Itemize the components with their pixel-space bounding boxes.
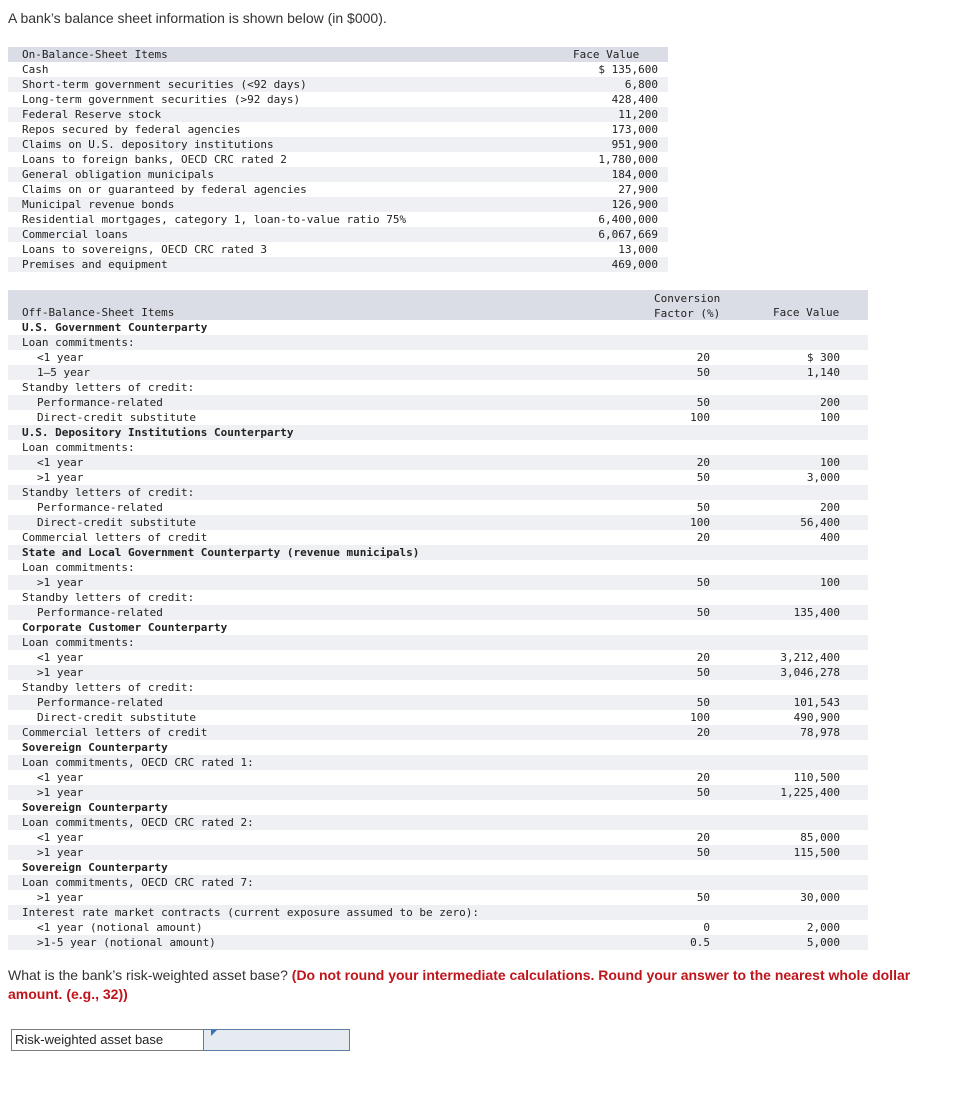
conversion-factor-value: 20 xyxy=(696,351,710,364)
off-balance-item-label: Commercial letters of credit xyxy=(22,726,208,739)
off-balance-item-label: >1 year xyxy=(37,666,84,679)
off-balance-row xyxy=(8,320,868,335)
on-balance-item-label: Claims on U.S. depository institutions xyxy=(22,138,274,151)
conversion-factor-value: 50 xyxy=(696,666,710,679)
off-balance-item-label: Loan commitments, OECD CRC rated 2: xyxy=(22,816,254,829)
on-balance-item-value: 27,900 xyxy=(618,183,658,196)
input-flag-icon xyxy=(211,1030,217,1036)
on-balance-item-label: General obligation municipals xyxy=(22,168,215,181)
off-balance-item-label: Interest rate market contracts (current exposure assumed to be zero): xyxy=(22,906,479,919)
intro-text: A bank’s balance sheet information is shown below (in $000). xyxy=(8,10,387,26)
off-balance-item-label: >1 year xyxy=(37,471,84,484)
conversion-factor-value: 20 xyxy=(696,831,710,844)
on-balance-item-label: Claims on or guaranteed by federal agencies xyxy=(22,183,307,196)
off-balance-row xyxy=(8,485,868,500)
face-value-value: 2,000 xyxy=(806,921,840,934)
off-balance-item-label: <1 year (notional amount) xyxy=(37,921,203,934)
question-instruction: (Do not round your intermediate calculations. Round your answer to the nearest whole dollar amount. (e.g., 32)) xyxy=(8,967,911,1002)
conversion-factor-value: 50 xyxy=(696,366,710,379)
face-value-value: 30,000 xyxy=(800,891,840,904)
off-balance-item-label: Loan commitments, OECD CRC rated 7: xyxy=(22,876,254,889)
on-balance-row xyxy=(8,152,668,167)
on-balance-item-label: Loans to sovereigns, OECD CRC rated 3 xyxy=(22,243,268,256)
off-balance-row xyxy=(8,650,868,665)
on-balance-item-value: 1,780,000 xyxy=(598,153,658,166)
conversion-factor-value: 100 xyxy=(690,411,710,424)
face-value-value: 115,500 xyxy=(793,846,840,859)
conversion-factor-value: 20 xyxy=(696,726,710,739)
off-balance-row xyxy=(8,680,868,695)
off-balance-item-label: >1 year xyxy=(37,786,84,799)
off-balance-item-label: Loan commitments: xyxy=(22,441,135,454)
conversion-factor-value: 100 xyxy=(690,711,710,724)
off-balance-row xyxy=(8,605,868,620)
counterparty-heading: State and Local Government Counterparty (revenue municipals) xyxy=(22,546,420,559)
conversion-header-line2: Factor (%) xyxy=(654,307,721,320)
off-balance-row xyxy=(8,665,868,680)
on-balance-item-value: 11,200 xyxy=(618,108,658,121)
off-balance-item-label: >1 year xyxy=(37,846,84,859)
off-balance-row xyxy=(8,365,868,380)
off-balance-row xyxy=(8,920,868,935)
conversion-factor-value: 50 xyxy=(696,846,710,859)
on-balance-row xyxy=(8,212,668,227)
on-balance-header-label: On-Balance-Sheet Items xyxy=(22,48,168,61)
on-balance-item-value: 428,400 xyxy=(611,93,658,106)
off-balance-item-label: Performance-related xyxy=(37,501,163,514)
off-balance-item-label: Loan commitments: xyxy=(22,336,135,349)
off-balance-sheet-table xyxy=(8,320,868,950)
counterparty-heading: Sovereign Counterparty xyxy=(22,861,168,874)
face-value-value: 135,400 xyxy=(793,606,840,619)
on-balance-item-value: 173,000 xyxy=(611,123,658,136)
counterparty-heading: U.S. Depository Institutions Counterparty xyxy=(22,426,294,439)
face-value-value: 200 xyxy=(820,396,840,409)
off-balance-item-label: <1 year xyxy=(37,831,84,844)
off-balance-header-label: Off-Balance-Sheet Items xyxy=(22,306,175,319)
off-balance-row xyxy=(8,545,868,560)
off-balance-item-label: Direct-credit substitute xyxy=(37,411,196,424)
on-balance-item-value: 126,900 xyxy=(611,198,658,211)
off-balance-row xyxy=(8,455,868,470)
off-balance-item-label: Standby letters of credit: xyxy=(22,381,195,394)
face-value-value: 78,978 xyxy=(800,726,840,739)
off-balance-row xyxy=(8,500,868,515)
on-balance-item-label: Loans to foreign banks, OECD CRC rated 2 xyxy=(22,153,287,166)
conversion-factor-value: 50 xyxy=(696,396,710,409)
conversion-factor-value: 20 xyxy=(696,771,710,784)
conversion-factor-value: 50 xyxy=(696,501,710,514)
question xyxy=(8,966,928,1004)
on-balance-item-value: 951,900 xyxy=(611,138,658,151)
on-balance-item-value: 469,000 xyxy=(611,258,658,271)
on-balance-item-label: Municipal revenue bonds xyxy=(22,198,175,211)
face-value-value: 3,000 xyxy=(806,471,840,484)
off-balance-row xyxy=(8,695,868,710)
counterparty-heading: Corporate Customer Counterparty xyxy=(22,621,228,634)
conversion-factor-value: 100 xyxy=(690,516,710,529)
on-balance-row xyxy=(8,182,668,197)
conversion-factor-value: 50 xyxy=(696,606,710,619)
off-balance-row xyxy=(8,380,868,395)
answer-row xyxy=(11,1029,350,1051)
off-balance-row xyxy=(8,890,868,905)
on-balance-item-label: Premises and equipment xyxy=(22,258,168,271)
off-balance-item-label: Standby letters of credit: xyxy=(22,591,195,604)
off-balance-row xyxy=(8,530,868,545)
on-balance-row xyxy=(8,257,668,272)
counterparty-heading: Sovereign Counterparty xyxy=(22,801,168,814)
off-balance-row xyxy=(8,440,868,455)
off-balance-row xyxy=(8,725,868,740)
off-balance-row xyxy=(8,800,868,815)
off-balance-row xyxy=(8,470,868,485)
off-balance-row xyxy=(8,335,868,350)
conversion-factor-header xyxy=(654,291,720,321)
off-balance-row xyxy=(8,935,868,950)
face-value-value: 3,046,278 xyxy=(780,666,840,679)
off-balance-item-label: Direct-credit substitute xyxy=(37,711,196,724)
on-balance-row xyxy=(8,92,668,107)
on-balance-header-value: Face Value xyxy=(573,48,640,61)
off-balance-item-label: Standby letters of credit: xyxy=(22,681,195,694)
off-balance-item-label: Performance-related xyxy=(37,396,163,409)
conversion-factor-value: 20 xyxy=(696,531,710,544)
conversion-factor-value: 0.5 xyxy=(690,936,710,949)
risk-weighted-asset-base-input[interactable] xyxy=(203,1029,350,1051)
off-balance-row xyxy=(8,785,868,800)
on-balance-sheet-table xyxy=(8,47,668,272)
off-balance-row xyxy=(8,770,868,785)
off-balance-item-label: Loan commitments: xyxy=(22,561,135,574)
conversion-header-line1: Conversion xyxy=(654,292,721,305)
off-balance-row xyxy=(8,755,868,770)
off-balance-item-label: 1–5 year xyxy=(37,366,90,379)
off-balance-row xyxy=(8,845,868,860)
face-value-value: 5,000 xyxy=(806,936,840,949)
on-balance-item-label: Residential mortgages, category 1, loan-to-value ratio 75% xyxy=(22,213,407,226)
on-balance-item-value: 6,400,000 xyxy=(598,213,658,226)
face-value-value: 100 xyxy=(820,456,840,469)
off-balance-row xyxy=(8,350,868,365)
conversion-factor-value: 50 xyxy=(696,576,710,589)
face-value-header: Face Value xyxy=(773,306,840,319)
on-balance-item-value: 13,000 xyxy=(618,243,658,256)
off-balance-item-label: Commercial letters of credit xyxy=(22,531,208,544)
on-balance-item-value: $ 135,600 xyxy=(598,63,658,76)
on-balance-row xyxy=(8,167,668,182)
off-balance-row xyxy=(8,590,868,605)
off-balance-item-label: Direct-credit substitute xyxy=(37,516,196,529)
counterparty-heading: U.S. Government Counterparty xyxy=(22,321,208,334)
on-balance-row xyxy=(8,137,668,152)
face-value-value: $ 300 xyxy=(806,351,840,364)
face-value-value: 56,400 xyxy=(800,516,840,529)
off-balance-item-label: >1 year xyxy=(37,576,84,589)
off-balance-row xyxy=(8,710,868,725)
on-balance-item-label: Short-term government securities (<92 days) xyxy=(22,78,307,91)
on-balance-item-label: Federal Reserve stock xyxy=(22,108,162,121)
on-balance-row xyxy=(8,77,668,92)
off-balance-row xyxy=(8,410,868,425)
on-balance-item-value: 184,000 xyxy=(611,168,658,181)
off-balance-item-label: Loan commitments, OECD CRC rated 1: xyxy=(22,756,254,769)
conversion-factor-value: 50 xyxy=(696,696,710,709)
on-balance-row xyxy=(8,197,668,212)
off-balance-row xyxy=(8,830,868,845)
on-balance-item-label: Long-term government securities (>92 days) xyxy=(22,93,301,106)
off-balance-row xyxy=(8,395,868,410)
on-balance-row xyxy=(8,62,668,77)
on-balance-header-row xyxy=(8,47,668,62)
off-balance-row xyxy=(8,515,868,530)
on-balance-row xyxy=(8,242,668,257)
on-balance-item-label: Commercial loans xyxy=(22,228,128,241)
face-value-value: 1,140 xyxy=(806,366,840,379)
on-balance-item-label: Repos secured by federal agencies xyxy=(22,123,241,136)
off-balance-row xyxy=(8,740,868,755)
on-balance-item-value: 6,800 xyxy=(624,78,658,91)
conversion-factor-value: 20 xyxy=(696,651,710,664)
face-value-value: 1,225,400 xyxy=(780,786,840,799)
face-value-value: 3,212,400 xyxy=(780,651,840,664)
off-balance-item-label: Performance-related xyxy=(37,606,163,619)
face-value-value: 85,000 xyxy=(800,831,840,844)
face-value-value: 101,543 xyxy=(793,696,840,709)
off-balance-item-label: Performance-related xyxy=(37,696,163,709)
off-balance-row xyxy=(8,905,868,920)
question-text: What is the bank’s risk-weighted asset base? xyxy=(8,967,292,983)
off-balance-item-label: >1 year xyxy=(37,891,84,904)
face-value-value: 200 xyxy=(820,501,840,514)
off-balance-item-label: >1-5 year (notional amount) xyxy=(37,936,216,949)
face-value-value: 100 xyxy=(820,411,840,424)
off-balance-row xyxy=(8,620,868,635)
answer-label: Risk-weighted asset base xyxy=(11,1029,204,1051)
face-value-value: 110,500 xyxy=(793,771,840,784)
off-balance-header-row xyxy=(8,290,868,320)
off-balance-item-label: <1 year xyxy=(37,771,84,784)
off-balance-row xyxy=(8,815,868,830)
off-balance-row xyxy=(8,860,868,875)
conversion-factor-value: 50 xyxy=(696,891,710,904)
off-balance-item-label: <1 year xyxy=(37,351,84,364)
off-balance-item-label: Standby letters of credit: xyxy=(22,486,195,499)
on-balance-item-label: Cash xyxy=(22,63,49,76)
face-value-value: 100 xyxy=(820,576,840,589)
conversion-factor-value: 50 xyxy=(696,471,710,484)
face-value-value: 400 xyxy=(820,531,840,544)
conversion-factor-value: 20 xyxy=(696,456,710,469)
on-balance-row xyxy=(8,122,668,137)
on-balance-row xyxy=(8,227,668,242)
off-balance-item-label: <1 year xyxy=(37,651,84,664)
off-balance-row xyxy=(8,575,868,590)
conversion-factor-value: 0 xyxy=(703,921,710,934)
off-balance-row xyxy=(8,635,868,650)
off-balance-item-label: <1 year xyxy=(37,456,84,469)
off-balance-row xyxy=(8,560,868,575)
off-balance-row xyxy=(8,425,868,440)
counterparty-heading: Sovereign Counterparty xyxy=(22,741,168,754)
conversion-factor-value: 50 xyxy=(696,786,710,799)
off-balance-item-label: Loan commitments: xyxy=(22,636,135,649)
face-value-value: 490,900 xyxy=(793,711,840,724)
off-balance-row xyxy=(8,875,868,890)
on-balance-item-value: 6,067,669 xyxy=(598,228,658,241)
on-balance-row xyxy=(8,107,668,122)
